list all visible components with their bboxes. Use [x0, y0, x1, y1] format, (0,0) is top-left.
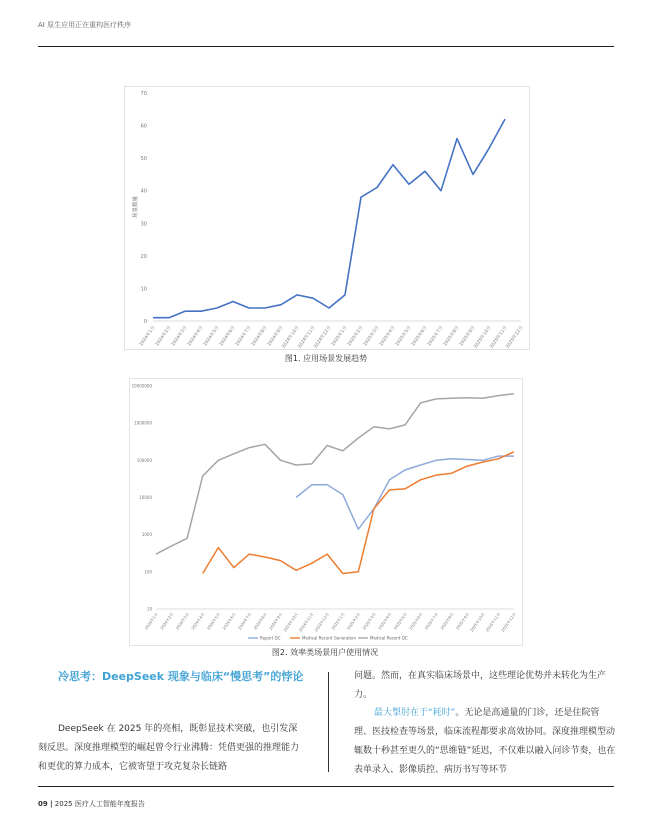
x-tick-label: 2025年4月 — [379, 325, 397, 348]
x-tick-label: 2024年7月 — [236, 611, 253, 631]
y-tick-label: 40 — [140, 188, 147, 195]
x-tick-label: 2025年2月 — [347, 325, 365, 348]
y-tick-label: 10 — [140, 286, 147, 293]
series-line-0 — [153, 119, 505, 318]
running-header: AI 原生应用正在重构医疗秩序 — [38, 21, 132, 29]
x-tick-label: 2024年3月 — [174, 611, 190, 631]
y-tick-label: 100 — [144, 569, 152, 575]
x-tick-label: 2025年4月 — [376, 611, 393, 631]
y-tick-label: 1000 — [141, 532, 152, 538]
page-footer — [38, 799, 145, 809]
x-tick-label: 2025年1月 — [330, 611, 346, 631]
y-tick-label: 20 — [140, 253, 147, 260]
y-tick-label: 10 — [146, 606, 152, 612]
y-tick-label: 10000 — [139, 495, 152, 500]
x-tick-label: 2025年7月 — [427, 325, 445, 348]
legend-label: Medical Record QC — [370, 635, 408, 641]
x-tick-label: 2025年6月 — [408, 611, 424, 631]
y-tick-label: 10000000 — [131, 383, 152, 389]
x-tick-label: 2024年6月 — [221, 611, 237, 631]
x-tick-label: 2024年2月 — [158, 611, 175, 631]
highlight-phrase: 最大掣肘在于“耗时” — [374, 708, 456, 718]
x-tick-label: 2024年1月 — [139, 325, 157, 348]
article-title: 冷思考：DeepSeek 现象与临床“慢思考”的悖论 — [58, 670, 304, 683]
series-line-0 — [296, 456, 514, 529]
x-tick-label: 2025年5月 — [395, 325, 413, 348]
y-axis-label: 场景数量 — [133, 195, 139, 219]
x-tick-label: 2024年8月 — [251, 325, 269, 348]
x-tick-label: 2025年9月 — [454, 611, 471, 631]
header-rule — [38, 46, 614, 47]
x-tick-label: 2025年8月 — [439, 611, 455, 631]
y-tick-label: 100000 — [136, 457, 152, 463]
x-tick-label: 2025年11月 — [489, 325, 509, 349]
footer-rule — [38, 786, 614, 787]
x-tick-label: 2024年12月 — [313, 325, 333, 349]
footer-report-title: 2025 医疗人工智能年度报告 — [54, 800, 145, 808]
y-tick-label: 30 — [140, 221, 147, 228]
x-tick-label: 2025年5月 — [392, 611, 408, 631]
x-tick-label: 2025年8月 — [443, 325, 461, 348]
x-tick-label: 2025年11月 — [484, 611, 502, 633]
x-tick-label: 2024年5月 — [203, 325, 221, 348]
x-tick-label: 2024年6月 — [219, 325, 237, 348]
x-tick-label: 2024年4月 — [187, 325, 205, 348]
figure2-chart — [129, 378, 523, 646]
x-tick-label: 2025年6月 — [411, 325, 429, 348]
x-tick-label: 2024年11月 — [297, 611, 315, 633]
x-tick-label: 2025年2月 — [345, 611, 362, 631]
footer-separator: | — [49, 800, 53, 808]
series-line-1 — [203, 452, 514, 574]
x-tick-label: 2025年12月 — [500, 611, 517, 633]
paragraph-rest: 。无论是高通量的门诊，还是住院管理、医技检查等场景，临床流程都要求高效协同。深度推理模型动辄数十秒甚至更久的“思维链”延迟，不仅难以融入问诊节奏，也在表单录入、影像质控、病历书写等环节 — [354, 708, 616, 775]
figure2-caption: 图2. 效率类场景用户使用情况 — [271, 648, 379, 657]
legend-label: Medical Record Generation — [302, 635, 357, 641]
series-line-2 — [156, 394, 514, 554]
x-tick-label: 2025年3月 — [363, 325, 381, 348]
article-right-paragraph-1: 问题。然而，在真实临床场景中，这些理论优势并未转化为生产力。 — [354, 671, 607, 700]
x-tick-label: 2025年3月 — [361, 611, 377, 631]
x-tick-label: 2024年1月 — [143, 611, 159, 631]
y-tick-label: 1000000 — [134, 420, 152, 426]
y-tick-label: 70 — [140, 91, 147, 97]
x-tick-label: 2024年10月 — [281, 325, 301, 349]
x-tick-label: 2025年7月 — [423, 611, 439, 631]
x-tick-label: 2025年12月 — [505, 325, 525, 349]
figure2-svg — [130, 379, 522, 645]
figure1-svg — [125, 87, 529, 349]
x-tick-label: 2024年8月 — [252, 611, 268, 631]
x-tick-label: 2025年1月 — [331, 325, 349, 348]
y-tick-label: 60 — [140, 123, 147, 130]
x-tick-label: 2024年5月 — [205, 611, 222, 631]
x-tick-label: 2024年10月 — [282, 611, 299, 633]
article-left-paragraph: DeepSeek 在 2025 年的亮相，既彰显技术突破，也引发深刻反思。深度推理模型的崛起曾令行业沸腾：凭借更强的推理能力和更优的算力成本，它被寄望于攻克复杂长链路 — [38, 724, 300, 772]
x-tick-label: 2025年9月 — [459, 325, 477, 348]
legend-label: Report QC — [260, 635, 281, 641]
x-tick-label: 2025年10月 — [468, 611, 486, 633]
page-number: 09 — [38, 800, 48, 808]
x-tick-label: 2024年2月 — [155, 325, 173, 348]
x-tick-label: 2024年11月 — [297, 325, 317, 349]
figure1-chart — [124, 86, 530, 350]
x-tick-label: 2024年9月 — [267, 325, 285, 348]
column-divider — [328, 672, 329, 772]
x-tick-label: 2024年7月 — [235, 325, 253, 348]
x-tick-label: 2024年9月 — [267, 611, 284, 631]
figure1-caption: 图1. 应用场景发展趋势 — [284, 354, 368, 363]
x-tick-label: 2024年12月 — [313, 611, 331, 633]
x-tick-label: 2024年4月 — [190, 611, 206, 631]
x-tick-label: 2024年3月 — [171, 325, 189, 348]
article-right-paragraph-2 — [354, 704, 616, 780]
y-tick-label: 50 — [140, 156, 147, 163]
x-tick-label: 2025年10月 — [473, 325, 493, 349]
y-tick-label: 0 — [143, 319, 147, 325]
